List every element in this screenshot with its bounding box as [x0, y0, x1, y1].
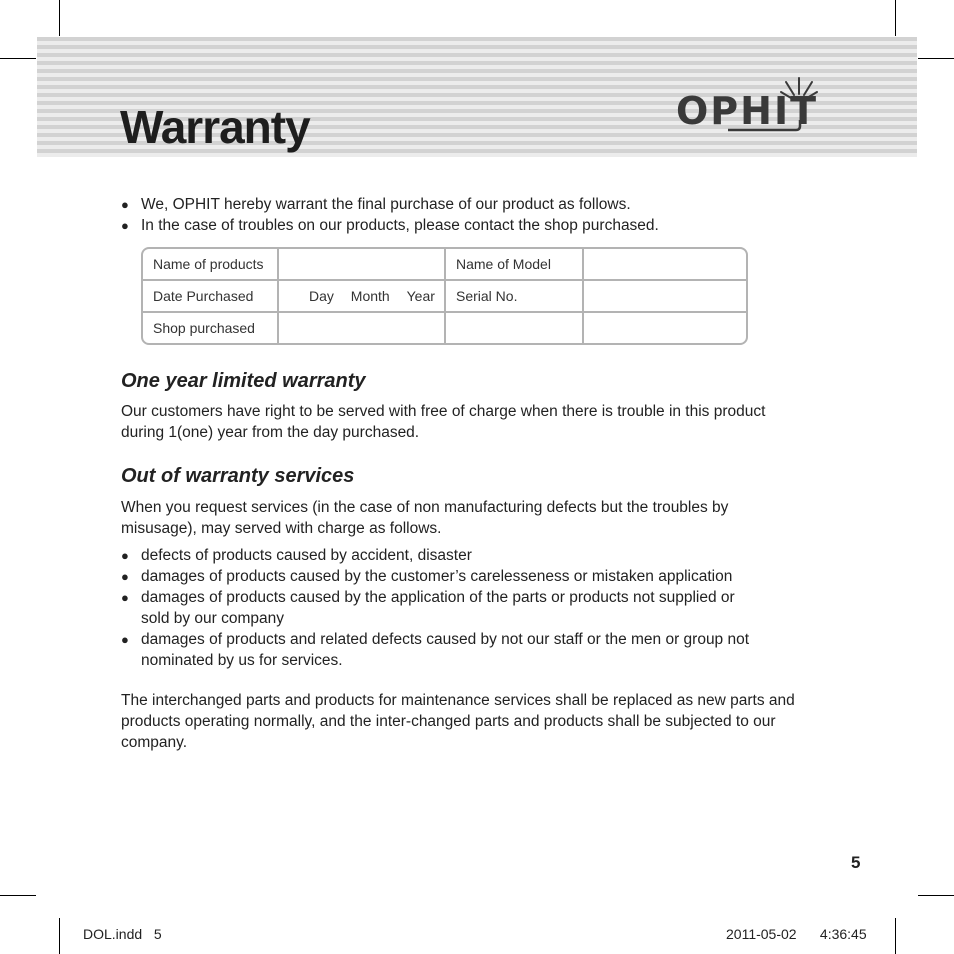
- list-item: ● damages of products caused by the customer’s carelesseness or mistaken application: [121, 566, 841, 587]
- ophit-logo: [676, 70, 842, 142]
- logo-wordmark: OPHIT: [676, 89, 819, 133]
- intro-section: [121, 194, 841, 236]
- closing-paragraph: [121, 690, 841, 753]
- paragraph-line: company.: [121, 734, 188, 751]
- crop-mark: [59, 0, 60, 36]
- crop-mark: [918, 58, 954, 59]
- limited-warranty-text: [121, 401, 841, 443]
- form-label: Shop purchased: [143, 312, 278, 343]
- crop-mark: [895, 918, 896, 954]
- paragraph-line: during 1(one) year from the day purchased.: [121, 424, 420, 441]
- out-of-warranty-text: [121, 497, 841, 671]
- list-item: ● damages of products and related defects caused by not our staff or the men or group not nominated by us for services.: [121, 629, 841, 671]
- form-label: Date Purchased: [143, 280, 278, 313]
- paragraph-line: misusage), may served with charge as follows.: [121, 520, 442, 537]
- date-year-label: Year: [406, 287, 435, 304]
- paragraph-line: The interchanged parts and products for maintenance services shall be replaced as new parts and: [121, 692, 795, 709]
- warranty-form-table: [141, 247, 748, 345]
- shop-purchased-field[interactable]: [278, 312, 445, 343]
- section-heading: Out of warranty services: [121, 465, 355, 487]
- form-label: Name of products: [143, 249, 278, 280]
- name-of-products-field[interactable]: [278, 249, 445, 280]
- name-of-model-field[interactable]: [583, 249, 748, 280]
- section-heading: One year limited warranty: [121, 370, 366, 392]
- crop-mark: [918, 895, 954, 896]
- list-item: ● damages of products caused by the application of the parts or products not supplied or sold by our company: [121, 587, 841, 629]
- list-item: ● In the case of troubles on our products, please contact the shop purchased.: [121, 215, 841, 236]
- list-item: ● defects of products caused by accident, disaster: [121, 545, 841, 566]
- date-month-label: Month: [350, 287, 390, 304]
- crop-mark: [0, 58, 36, 59]
- form-label: Name of Model: [445, 249, 583, 280]
- paragraph-line: Our customers have right to be served with free of charge when there is trouble in this product: [121, 403, 766, 420]
- footer-file: DOL.indd 5: [83, 926, 162, 942]
- table-row: [143, 249, 748, 280]
- date-purchased-field[interactable]: [278, 280, 445, 313]
- list-item: ● We, OPHIT hereby warrant the final purchase of our product as follows.: [121, 194, 841, 215]
- table-row: [143, 280, 748, 313]
- shop-purchased-field[interactable]: [445, 312, 583, 343]
- shop-purchased-field[interactable]: [583, 312, 748, 343]
- crop-mark: [895, 0, 896, 36]
- page-title: Warranty: [120, 101, 310, 153]
- crop-mark: [59, 918, 60, 954]
- date-day-label: Day: [309, 287, 334, 304]
- page-number: 5: [851, 853, 861, 872]
- table-row: [143, 312, 748, 343]
- serial-no-field[interactable]: [583, 280, 748, 313]
- paragraph-line: When you request services (in the case of non manufacturing defects but the troubles by: [121, 499, 729, 516]
- crop-mark: [0, 895, 36, 896]
- form-label: Serial No.: [445, 280, 583, 313]
- paragraph-line: products operating normally, and the inter-changed parts and products shall be subjected to our: [121, 713, 776, 730]
- footer-timestamp: 2011-05-02 4:36:45: [726, 926, 867, 942]
